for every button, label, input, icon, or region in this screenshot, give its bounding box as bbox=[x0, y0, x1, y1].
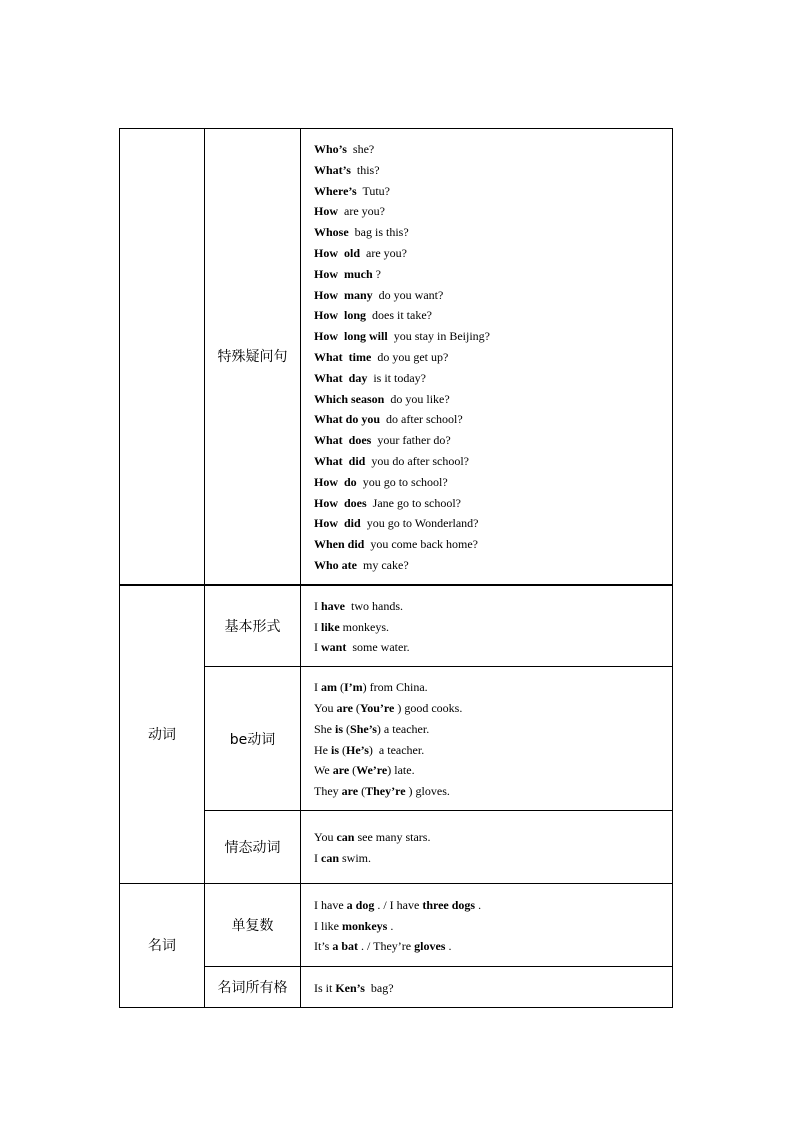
keyword: are bbox=[336, 700, 353, 715]
sentence-text: are you? bbox=[360, 245, 407, 260]
category-cell-empty bbox=[120, 129, 205, 585]
sentence-text: two hands. bbox=[345, 598, 403, 613]
example-sentence bbox=[314, 368, 662, 389]
example-sentence bbox=[314, 719, 662, 740]
keyword: How much bbox=[314, 266, 373, 281]
example-sentence bbox=[314, 555, 662, 576]
keyword: What’s bbox=[314, 162, 351, 177]
sentence-text: ( bbox=[343, 721, 351, 736]
example-sentence bbox=[314, 740, 662, 761]
keyword: am bbox=[321, 680, 337, 695]
example-sentence bbox=[314, 781, 662, 802]
sentence-text: I like bbox=[314, 918, 342, 933]
keyword: can bbox=[336, 830, 355, 845]
keyword: Ken’s bbox=[335, 980, 365, 995]
example-sentence bbox=[314, 916, 662, 937]
keyword: have bbox=[321, 598, 345, 613]
keyword: Where’s bbox=[314, 183, 357, 198]
sentence-text: ) a teacher. bbox=[376, 721, 430, 736]
keyword: Which season bbox=[314, 391, 385, 406]
row-verb-basic bbox=[120, 585, 673, 667]
sentence-text: I bbox=[314, 680, 321, 695]
keyword: When did bbox=[314, 537, 365, 552]
example-sentence bbox=[314, 677, 662, 698]
keyword: We’re bbox=[356, 763, 388, 778]
sentence-text: do you like? bbox=[384, 391, 450, 406]
keyword: What day bbox=[314, 370, 368, 385]
sentence-text: she? bbox=[346, 142, 375, 156]
keyword: monkeys bbox=[342, 918, 388, 933]
keyword: How old bbox=[314, 245, 361, 260]
sentence-text: ( bbox=[358, 784, 366, 799]
keyword: like bbox=[321, 619, 340, 634]
sentence-text: He bbox=[314, 742, 331, 757]
sentence-text: She bbox=[314, 721, 335, 736]
sentence-text: ) from China. bbox=[362, 680, 428, 695]
keyword: gloves bbox=[414, 939, 446, 954]
sentence-text: ( bbox=[349, 763, 357, 778]
keyword: a dog bbox=[346, 897, 375, 912]
example-sentence bbox=[314, 347, 662, 368]
keyword: They’re bbox=[365, 784, 406, 799]
sentence-text: are you? bbox=[338, 204, 385, 219]
sentence-text: You bbox=[314, 830, 337, 845]
sentence-text: They bbox=[314, 784, 342, 799]
keyword: How does bbox=[314, 495, 367, 510]
example-sentence bbox=[314, 409, 662, 430]
examples-basic-form bbox=[301, 585, 673, 667]
sentence-text: Tutu? bbox=[356, 183, 391, 198]
example-sentence bbox=[314, 513, 662, 534]
grammar-table bbox=[119, 128, 673, 1008]
category-nouns: 名词 bbox=[120, 883, 205, 1007]
subcategory-special-questions: 特殊疑问句 bbox=[205, 129, 301, 585]
sentence-text: do you get up? bbox=[371, 349, 449, 364]
sentence-text: your father do? bbox=[371, 433, 451, 448]
keyword: three dogs bbox=[422, 897, 476, 912]
sentence-text: ) a teacher. bbox=[368, 742, 425, 757]
example-sentence bbox=[314, 139, 662, 160]
example-sentence bbox=[314, 936, 662, 957]
keyword: I’m bbox=[344, 680, 363, 695]
examples-special-questions bbox=[301, 129, 673, 585]
examples-modal-verb bbox=[301, 810, 673, 883]
keyword: How do bbox=[314, 474, 357, 489]
examples-singular-plural bbox=[301, 883, 673, 966]
category-verbs: 动词 bbox=[120, 585, 205, 884]
example-sentence bbox=[314, 160, 662, 181]
keyword: He’s bbox=[346, 742, 369, 757]
example-sentence bbox=[314, 181, 662, 202]
example-sentence bbox=[314, 617, 662, 638]
keyword: How bbox=[314, 204, 338, 219]
keyword: want bbox=[321, 640, 347, 655]
example-sentence bbox=[314, 637, 662, 658]
sentence-text: do you want? bbox=[372, 287, 444, 302]
keyword: What does bbox=[314, 433, 372, 448]
example-sentence bbox=[314, 264, 662, 285]
sentence-text: We bbox=[314, 763, 333, 778]
example-sentence bbox=[314, 201, 662, 222]
sentence-text: see many stars. bbox=[354, 830, 431, 845]
keyword: How long bbox=[314, 308, 367, 323]
example-sentence bbox=[314, 827, 662, 848]
sentence-text: I bbox=[314, 619, 321, 634]
keyword: What did bbox=[314, 453, 366, 468]
sentence-text: is it today? bbox=[367, 370, 427, 385]
example-sentence bbox=[314, 451, 662, 472]
examples-be-verb bbox=[301, 667, 673, 811]
row-noun-plural bbox=[120, 883, 673, 966]
examples-possessive bbox=[301, 966, 673, 1007]
sentence-text: . / They’re bbox=[358, 939, 415, 954]
subcategory-modal-verb: 情态动词 bbox=[205, 810, 301, 883]
example-sentence bbox=[314, 389, 662, 410]
example-sentence bbox=[314, 472, 662, 493]
example-sentence bbox=[314, 534, 662, 555]
example-sentence bbox=[314, 222, 662, 243]
keyword: What time bbox=[314, 349, 372, 364]
sentence-text: . / I have bbox=[374, 897, 423, 912]
sentence-text: you stay in Beijing? bbox=[387, 329, 491, 344]
sentence-text: bag is this? bbox=[348, 225, 409, 240]
sentence-text: I bbox=[314, 640, 321, 655]
sentence-text: ) late. bbox=[387, 763, 415, 778]
sentence-text: swim. bbox=[339, 850, 372, 865]
keyword: Whose bbox=[314, 225, 349, 240]
sentence-text: ? bbox=[372, 266, 381, 281]
example-sentence bbox=[314, 848, 662, 869]
example-sentence bbox=[314, 698, 662, 719]
keyword: What do you bbox=[314, 412, 381, 427]
subcategory-possessive: 名词所有格 bbox=[205, 966, 301, 1007]
example-sentence bbox=[314, 760, 662, 781]
sentence-text: you come back home? bbox=[364, 537, 478, 552]
sentence-text: do after school? bbox=[380, 412, 463, 427]
sentence-text: some water. bbox=[346, 640, 410, 655]
keyword: Who ate bbox=[314, 557, 357, 572]
example-sentence bbox=[314, 596, 662, 617]
keyword: a bat bbox=[332, 939, 359, 954]
sentence-text: . bbox=[387, 918, 394, 933]
example-sentence bbox=[314, 243, 662, 264]
keyword: How did bbox=[314, 516, 361, 531]
sentence-text: ) gloves. bbox=[405, 784, 450, 799]
sentence-text: You bbox=[314, 700, 337, 715]
sentence-text: Is it bbox=[314, 980, 336, 995]
sentence-text: you go to school? bbox=[356, 474, 448, 489]
sentence-text: does it take? bbox=[366, 308, 432, 323]
example-sentence bbox=[314, 326, 662, 347]
example-sentence bbox=[314, 430, 662, 451]
keyword: Who’s bbox=[314, 142, 347, 156]
example-sentence bbox=[314, 493, 662, 514]
sentence-text: my cake? bbox=[357, 557, 409, 572]
sentence-text: ( bbox=[337, 680, 344, 695]
sentence-text: bag? bbox=[364, 980, 394, 995]
subcategory-be-verb: be动词 bbox=[205, 667, 301, 811]
sentence-text: I have bbox=[314, 897, 347, 912]
keyword: How long will bbox=[314, 329, 388, 344]
keyword: She’s bbox=[350, 721, 377, 736]
keyword: is bbox=[335, 721, 344, 736]
example-sentence bbox=[314, 895, 662, 916]
sentence-text: It’s bbox=[314, 939, 333, 954]
row-special-questions bbox=[120, 129, 673, 585]
sentence-text: this? bbox=[350, 162, 380, 177]
keyword: is bbox=[331, 742, 340, 757]
sentence-text: Jane go to school? bbox=[366, 495, 461, 510]
sentence-text: ( bbox=[352, 700, 360, 715]
keyword: You’re bbox=[359, 700, 395, 715]
sentence-text: you go to Wonderland? bbox=[360, 516, 479, 531]
sentence-text: . bbox=[475, 897, 482, 912]
sentence-text: monkeys. bbox=[339, 619, 390, 634]
keyword: are bbox=[341, 784, 359, 799]
subcategory-basic-form: 基本形式 bbox=[205, 585, 301, 667]
keyword: are bbox=[332, 763, 350, 778]
keyword: can bbox=[321, 850, 339, 865]
sentence-text: ) good cooks. bbox=[394, 700, 463, 715]
keyword: How many bbox=[314, 287, 373, 302]
example-sentence bbox=[314, 305, 662, 326]
subcategory-singular-plural: 单复数 bbox=[205, 883, 301, 966]
example-sentence bbox=[314, 978, 662, 999]
sentence-text: you do after school? bbox=[365, 453, 469, 468]
example-sentence bbox=[314, 285, 662, 306]
sentence-text: ( bbox=[339, 742, 347, 757]
sentence-text: . bbox=[445, 939, 452, 954]
sentence-text: I bbox=[314, 850, 321, 865]
sentence-text: I bbox=[314, 598, 321, 613]
